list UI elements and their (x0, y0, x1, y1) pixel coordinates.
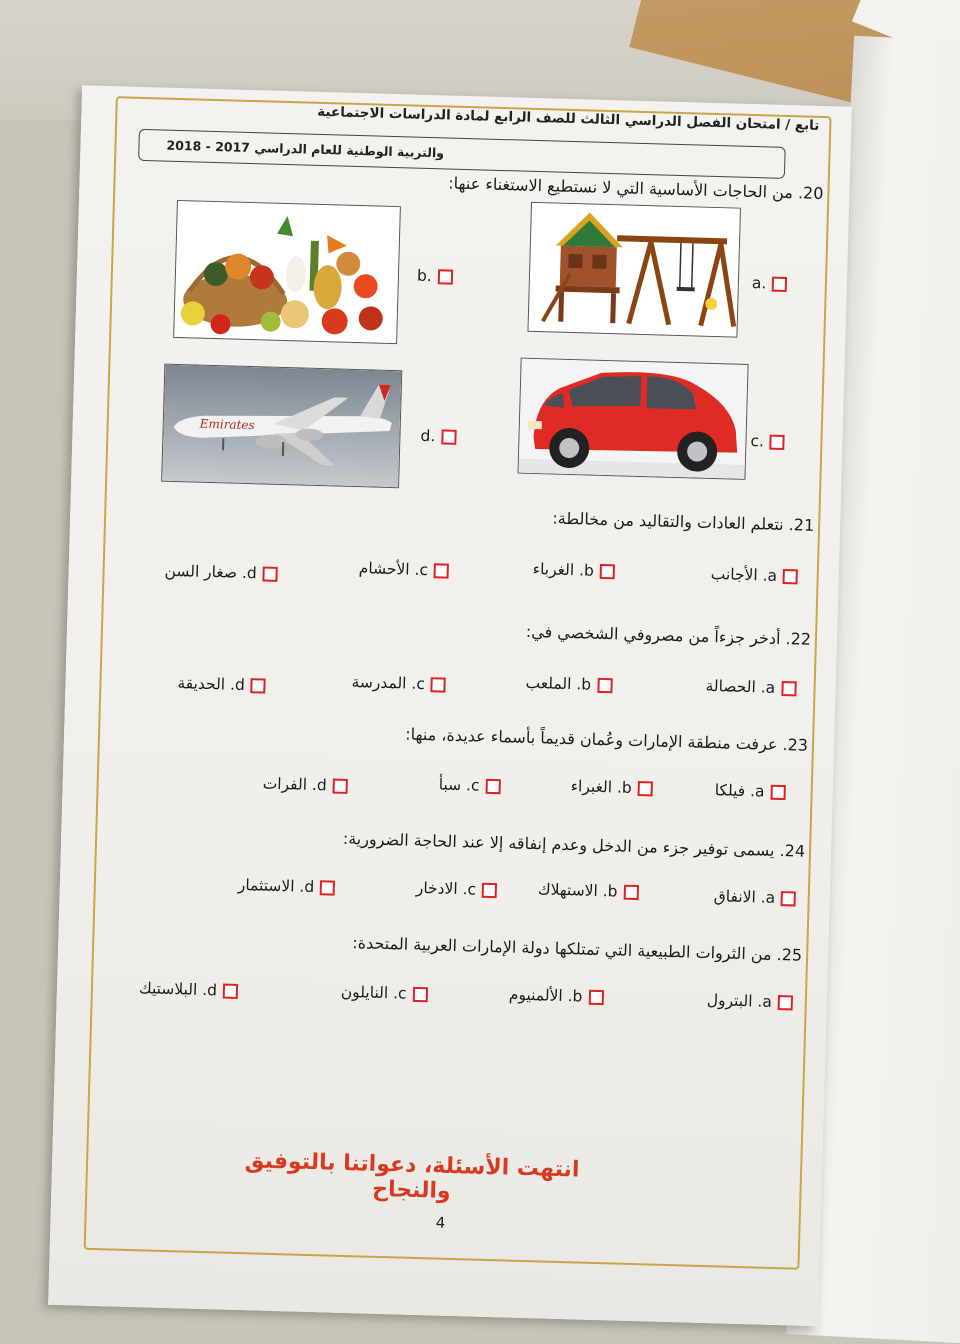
q24-option-c[interactable] (416, 879, 498, 899)
checkbox[interactable] (770, 784, 785, 799)
airplane-image (161, 364, 402, 489)
checkbox[interactable] (431, 677, 446, 692)
checkbox[interactable] (597, 677, 612, 692)
q20-option-d[interactable] (420, 427, 456, 446)
checkbox[interactable] (783, 569, 798, 584)
q21-option-c[interactable] (359, 559, 450, 580)
checkbox[interactable] (485, 778, 500, 793)
option-label: d. الاستثمار (238, 876, 315, 896)
exam-page (48, 85, 852, 1326)
option-label: d. البلاستيك (139, 979, 218, 999)
option-label: a. فيلكا (714, 781, 764, 800)
checkbox[interactable] (482, 882, 497, 897)
q21-option-d[interactable] (164, 562, 278, 583)
option-label: b. الاستهلاك (538, 880, 618, 900)
q25-option-a[interactable] (707, 991, 794, 1011)
checkbox[interactable] (781, 891, 796, 906)
q20-option-c[interactable] (750, 432, 785, 451)
option-label: c. سبأ (439, 775, 480, 794)
q20-option-b[interactable] (417, 267, 453, 286)
checkbox[interactable] (600, 563, 615, 578)
option-label: .a (752, 274, 767, 292)
option-label: a. البترول (707, 991, 773, 1011)
q22-option-c[interactable] (351, 673, 446, 694)
question-20: 20. من الحاجات الأساسية التي لا نستطيع الاستغناء عنها: (133, 165, 823, 203)
checkbox[interactable] (623, 884, 638, 899)
q23-option-a[interactable] (714, 781, 785, 801)
q25-option-b[interactable] (509, 986, 604, 1007)
q20-option-a[interactable] (752, 274, 788, 293)
option-label: a. الحصالة (705, 677, 775, 697)
option-label: c. الأحشام (359, 559, 429, 579)
closing-message: انتهت الأسئلة، دعواتنا بالتوفيق والنجاح (231, 1148, 592, 1208)
question-22: 22. أدخر جزءاً من مصروفي الشخصي في: (121, 611, 811, 649)
page-number: 4 (420, 1213, 460, 1232)
question-24: 24. يسمى توفير جزء من الدخل وعدم إنفاقه إلا عند الحاجة الضرورية: (115, 822, 805, 860)
checkbox[interactable] (770, 434, 785, 449)
checkbox[interactable] (263, 566, 278, 581)
exam-header-subtitle: والتربية الوطنية للعام الدراسي 2017 - 2018 (166, 138, 686, 168)
checkbox[interactable] (781, 681, 796, 696)
checkbox[interactable] (333, 778, 348, 793)
q22-option-b[interactable] (525, 674, 612, 694)
option-label: b. الألمنيوم (509, 986, 583, 1006)
question-25: 25. من الثروات الطبيعية التي تمتلكها دولة الإمارات العربية المتحدة: (112, 926, 802, 964)
option-label: .c (750, 432, 764, 450)
option-label: .d (420, 427, 435, 445)
option-label: d. صغار السن (164, 562, 257, 583)
checkbox[interactable] (320, 880, 335, 895)
question-23: 23. عرفت منطقة الإمارات وعُمان قديماً بأسماء عديدة، منها: (118, 717, 808, 755)
checkbox[interactable] (588, 989, 603, 1004)
option-label: a. الانفاق (714, 887, 776, 907)
q23-option-d[interactable] (262, 775, 348, 795)
q24-option-b[interactable] (538, 880, 639, 901)
question-21: 21. نتعلم العادات والتقاليد من مخالطة: (124, 497, 814, 535)
q21-option-a[interactable] (710, 565, 798, 585)
q24-option-a[interactable] (714, 887, 797, 907)
q23-option-b[interactable] (571, 777, 654, 797)
option-label: .b (417, 267, 432, 285)
q21-option-b[interactable] (533, 560, 616, 580)
food-basket-image (173, 200, 401, 344)
q23-option-c[interactable] (439, 775, 501, 795)
option-label: b. الملعب (525, 674, 591, 694)
option-label: c. النايلون (341, 983, 407, 1003)
checkbox[interactable] (438, 269, 453, 284)
red-car-image (517, 358, 748, 480)
q22-option-d[interactable] (177, 674, 266, 694)
option-label: b. الغرباء (533, 560, 595, 580)
exam-header-title: تابع / امتحان الفصل الدراسي الثالث للصف الرابع لمادة الدراسات الاجتماعية (169, 100, 819, 134)
checkbox[interactable] (441, 429, 456, 444)
q25-option-c[interactable] (341, 983, 428, 1003)
checkbox[interactable] (434, 563, 449, 578)
option-label: b. الغبراء (571, 777, 633, 797)
checkbox[interactable] (412, 986, 427, 1001)
option-label: c. الادخار (416, 879, 477, 899)
q25-option-d[interactable] (139, 979, 239, 1000)
checkbox[interactable] (778, 995, 793, 1010)
playground-image (527, 202, 741, 338)
checkbox[interactable] (251, 678, 266, 693)
option-label: c. المدرسة (351, 673, 425, 693)
checkbox[interactable] (638, 781, 653, 796)
checkbox[interactable] (223, 983, 238, 998)
q24-option-d[interactable] (238, 876, 336, 897)
option-label: a. الأجانب (710, 565, 777, 585)
q22-option-a[interactable] (705, 677, 796, 698)
option-label: d. الحديقة (177, 674, 245, 694)
option-label: d. الفرات (262, 775, 327, 795)
checkbox[interactable] (772, 276, 787, 291)
svg-text:Emirates: Emirates (199, 417, 255, 433)
